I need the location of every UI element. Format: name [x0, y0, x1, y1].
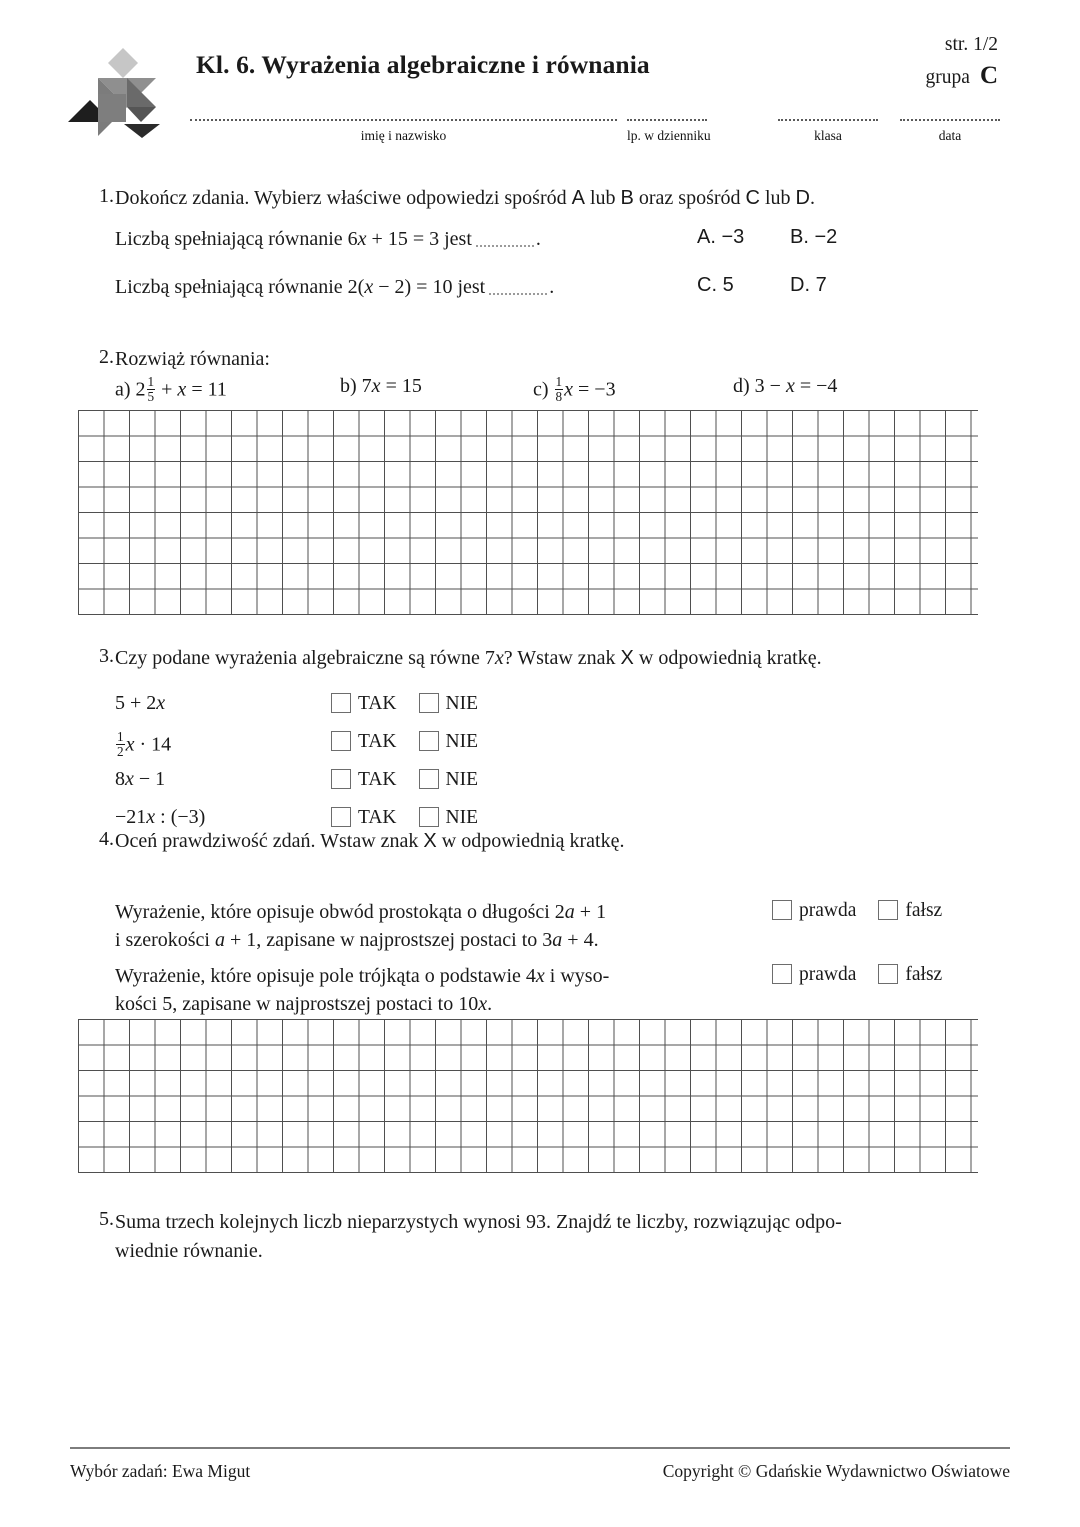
denominator: 5	[147, 388, 155, 404]
prompt-part: Czy podane wyrażenia algebraiczne są równe 7	[115, 647, 495, 669]
option-letter-a: A	[571, 187, 585, 209]
group-label: grupa	[925, 67, 970, 88]
page-number-label: str. 1/2	[944, 34, 998, 55]
prompt-part: lub	[759, 187, 796, 209]
variable-x: x	[125, 733, 135, 756]
variable-x: x	[177, 378, 187, 401]
variable-x: x	[494, 647, 504, 669]
checkbox-label-tak: TAK	[358, 731, 397, 752]
variable-a: a	[214, 929, 225, 952]
checkbox-nie-1[interactable]	[419, 693, 439, 713]
checkbox-falsz-2[interactable]	[878, 964, 898, 984]
mark-x: X	[423, 830, 437, 852]
variable-x: x	[364, 276, 374, 298]
work-grid-1[interactable]	[78, 410, 978, 615]
field-line[interactable]	[627, 108, 707, 121]
statement-text: − 2) = 10 jest	[373, 276, 486, 298]
exercise-2-number: 2.	[99, 346, 114, 368]
option-key: D.	[790, 274, 810, 296]
checkbox-group-prawda-1[interactable]	[772, 900, 878, 922]
statement-text: Wyrażenie, które opisuje obwód prostokąta o długości 2	[115, 901, 565, 923]
checkbox-group-tak-2[interactable]	[331, 730, 419, 753]
item-label: b)	[340, 375, 357, 397]
checkbox-group-nie-3[interactable]	[419, 768, 501, 791]
footer-divider	[70, 1447, 1010, 1449]
checkbox-label-nie: NIE	[445, 769, 479, 790]
field-caption: klasa	[814, 128, 842, 143]
expression-row-4	[115, 806, 205, 829]
exercise-4-statement-2	[115, 962, 609, 1019]
denominator: 2	[117, 743, 124, 759]
equation-rest: = 11	[186, 378, 227, 401]
prompt-part: ? Wstaw znak	[503, 647, 621, 669]
exercise-3-prompt	[115, 645, 822, 671]
numerator: 1	[147, 374, 155, 389]
checkbox-nie-3[interactable]	[419, 769, 439, 789]
variable-a: a	[552, 929, 563, 952]
expression-row-2	[115, 730, 171, 759]
option-key: B.	[790, 226, 809, 248]
prompt-part: lub	[584, 187, 621, 209]
checkbox-label-prawda: prawda	[799, 900, 857, 921]
checkbox-tak-3[interactable]	[331, 769, 351, 789]
equation-rest: = −3	[573, 378, 616, 401]
checkbox-nie-4[interactable]	[419, 807, 439, 827]
numerator: 1	[117, 729, 124, 744]
field-caption: lp. w dzienniku	[627, 128, 711, 143]
option-letter-b: B	[620, 187, 634, 209]
checkbox-group-tak-1[interactable]	[331, 692, 419, 715]
statement-text: kości 5, zapisane w najprostszej postaci to 10	[115, 993, 479, 1016]
checkbox-label-tak: TAK	[358, 807, 397, 828]
exercise-1-statement-1	[115, 226, 541, 252]
mixed-whole: 2	[135, 378, 146, 401]
answer-blank-1[interactable]	[476, 234, 534, 247]
field-line[interactable]	[778, 108, 878, 121]
expr-post: − 1	[133, 768, 166, 790]
exercise-2-prompt: Rozwiąż równania:	[115, 348, 270, 370]
exercise-1-number: 1.	[99, 185, 114, 207]
statement-text: + 4.	[562, 929, 599, 952]
exercise-4-number: 4.	[99, 828, 114, 850]
variable-x: x	[146, 806, 156, 828]
field-line[interactable]	[190, 108, 617, 121]
prompt-part: w odpowiednią kratkę.	[436, 830, 625, 852]
checkbox-prawda-2[interactable]	[772, 964, 792, 984]
option-key: A.	[697, 226, 716, 248]
option-key: C.	[697, 274, 717, 296]
variable-x: x	[156, 692, 166, 714]
expression-row-1	[115, 692, 165, 715]
prompt-part: .	[809, 187, 815, 209]
option-value: 7	[815, 274, 827, 296]
truefalse-row-2	[772, 964, 964, 986]
numerator: 1	[555, 374, 563, 389]
work-grid-2[interactable]	[78, 1019, 978, 1173]
exercise-2-item-a	[115, 375, 227, 404]
checkbox-tak-2[interactable]	[331, 731, 351, 751]
page-title: Kl. 6. Wyrażenia algebraiczne i równania	[196, 50, 650, 79]
checkbox-group-tak-4[interactable]	[331, 806, 419, 829]
answer-row-4	[331, 806, 500, 829]
exercise-2-item-c	[533, 375, 616, 404]
expr-pre: −21	[115, 806, 147, 828]
denominator: 8	[555, 388, 563, 404]
variable-x: x	[478, 993, 488, 1016]
checkbox-label-falsz: fałsz	[905, 964, 943, 985]
checkbox-nie-2[interactable]	[419, 731, 439, 751]
footer-author: Wybór zadań: Ewa Migut	[70, 1461, 251, 1481]
checkbox-group-nie-2[interactable]	[419, 730, 501, 753]
checkbox-label-tak: TAK	[358, 769, 397, 790]
variable-x: x	[371, 375, 381, 397]
expr-post: · 14	[134, 733, 172, 756]
answer-row-2	[331, 730, 500, 753]
checkbox-label-nie: NIE	[445, 693, 479, 714]
exercise-4-prompt	[115, 828, 624, 854]
checkbox-falsz-1[interactable]	[878, 900, 898, 920]
period: .	[535, 228, 541, 250]
expr-post: : (−3)	[155, 806, 206, 828]
prompt-line-1: Suma trzech kolejnych liczb nieparzystych wynosi 93. Znajdź te liczby, rozwiązując odpo-	[115, 1211, 842, 1233]
checkbox-tak-4[interactable]	[331, 807, 351, 827]
checkbox-label-tak: TAK	[358, 693, 397, 714]
exercise-1-statement-2	[115, 274, 554, 300]
checkbox-group-falsz-2[interactable]	[878, 964, 964, 986]
operator: +	[156, 378, 178, 401]
checkbox-group-prawda-2[interactable]	[772, 964, 878, 986]
answer-blank-2[interactable]	[489, 282, 547, 295]
checkbox-group-tak-3[interactable]	[331, 768, 419, 791]
exercise-1-prompt	[115, 185, 815, 211]
variable-x: x	[125, 768, 134, 790]
checkbox-label-prawda: prawda	[799, 964, 857, 985]
page-header	[0, 0, 1080, 160]
prompt-line-2: wiednie równanie.	[115, 1240, 263, 1262]
checkbox-label-nie: NIE	[445, 807, 479, 828]
publisher-logo-icon	[68, 34, 178, 138]
group-value: C	[979, 62, 998, 89]
checkbox-label-nie: NIE	[445, 731, 479, 752]
field-caption: imię i nazwisko	[360, 128, 447, 143]
variable-x: x	[535, 965, 545, 987]
option-value: −2	[814, 226, 838, 248]
exercise-2-item-d	[733, 375, 837, 398]
prompt-part: Dokończ zdania. Wybierz właściwe odpowiedzi spośród	[115, 187, 572, 209]
option-c[interactable]	[697, 274, 734, 297]
exercise-5-prompt	[115, 1208, 842, 1266]
field-caption: data	[938, 128, 962, 143]
equation-rest: = −4	[794, 375, 838, 397]
field-klasa[interactable]	[778, 108, 878, 144]
field-data[interactable]	[900, 108, 1000, 144]
field-line[interactable]	[900, 108, 1000, 121]
exercise-4-statement-1	[115, 898, 606, 955]
expression-row-3	[115, 768, 165, 791]
option-letter-c: C	[745, 187, 760, 209]
variable-x: x	[785, 375, 795, 397]
option-d[interactable]	[790, 274, 827, 297]
statement-text: i szerokości	[115, 929, 215, 952]
group-row	[926, 62, 998, 90]
variable-x: x	[357, 228, 367, 250]
statement-text: Liczbą spełniającą równanie 2(	[115, 276, 365, 298]
field-lp-w-dzienniku[interactable]	[627, 108, 711, 144]
exercise-5-number: 5.	[99, 1208, 114, 1230]
statement-text: Liczbą spełniającą równanie 6	[115, 228, 358, 250]
checkbox-prawda-1[interactable]	[772, 900, 792, 920]
mark-x: X	[620, 647, 634, 669]
equation-rest: = 15	[380, 375, 422, 397]
checkbox-group-nie-4[interactable]	[419, 806, 501, 829]
item-label: d)	[733, 375, 750, 397]
period: .	[549, 276, 555, 298]
statement-text: + 15 = 3 jest	[366, 228, 472, 250]
coefficient: 7	[361, 375, 372, 397]
field-imie-i-nazwisko[interactable]	[190, 108, 617, 144]
statement-text: + 1, zapisane w najprostszej postaci to 3	[224, 929, 553, 952]
checkbox-label-falsz: fałsz	[905, 900, 943, 921]
variable-x: x	[564, 378, 574, 401]
truefalse-row-1	[772, 900, 964, 922]
statement-text: + 1	[574, 901, 607, 923]
answer-row-3	[331, 768, 500, 791]
item-label: a)	[115, 378, 131, 401]
option-value: 5	[722, 274, 734, 296]
equation-pre: 3 −	[754, 375, 786, 397]
checkbox-group-falsz-1[interactable]	[878, 900, 964, 922]
prompt-part: w odpowiednią kratkę.	[633, 647, 822, 669]
answer-row-1	[331, 692, 500, 715]
statement-text: Wyrażenie, które opisuje pole trójkąta o podstawie 4	[115, 965, 536, 987]
option-value: −3	[721, 226, 745, 248]
fraction	[116, 730, 125, 759]
statement-text: .	[487, 993, 493, 1016]
statement-text: i wyso-	[544, 965, 610, 987]
expr-pre: 5 + 2	[115, 692, 157, 714]
exercise-3-number: 3.	[99, 645, 114, 667]
variable-a: a	[564, 901, 575, 923]
student-info-fields	[190, 108, 1002, 154]
fraction	[147, 375, 156, 404]
fraction	[555, 375, 564, 404]
prompt-part: oraz spośród	[633, 187, 746, 209]
option-b[interactable]	[790, 226, 837, 249]
checkbox-tak-1[interactable]	[331, 693, 351, 713]
option-a[interactable]	[697, 226, 744, 249]
prompt-part: Oceń prawdziwość zdań. Wstaw znak	[115, 830, 424, 852]
expr-pre: 8	[115, 768, 125, 790]
checkbox-group-nie-1[interactable]	[419, 692, 501, 715]
item-label: c)	[533, 378, 549, 401]
option-letter-d: D	[795, 187, 810, 209]
footer-copyright: Copyright © Gdańskie Wydawnictwo Oświatowe	[662, 1461, 1010, 1481]
exercise-2-item-b	[340, 375, 422, 398]
